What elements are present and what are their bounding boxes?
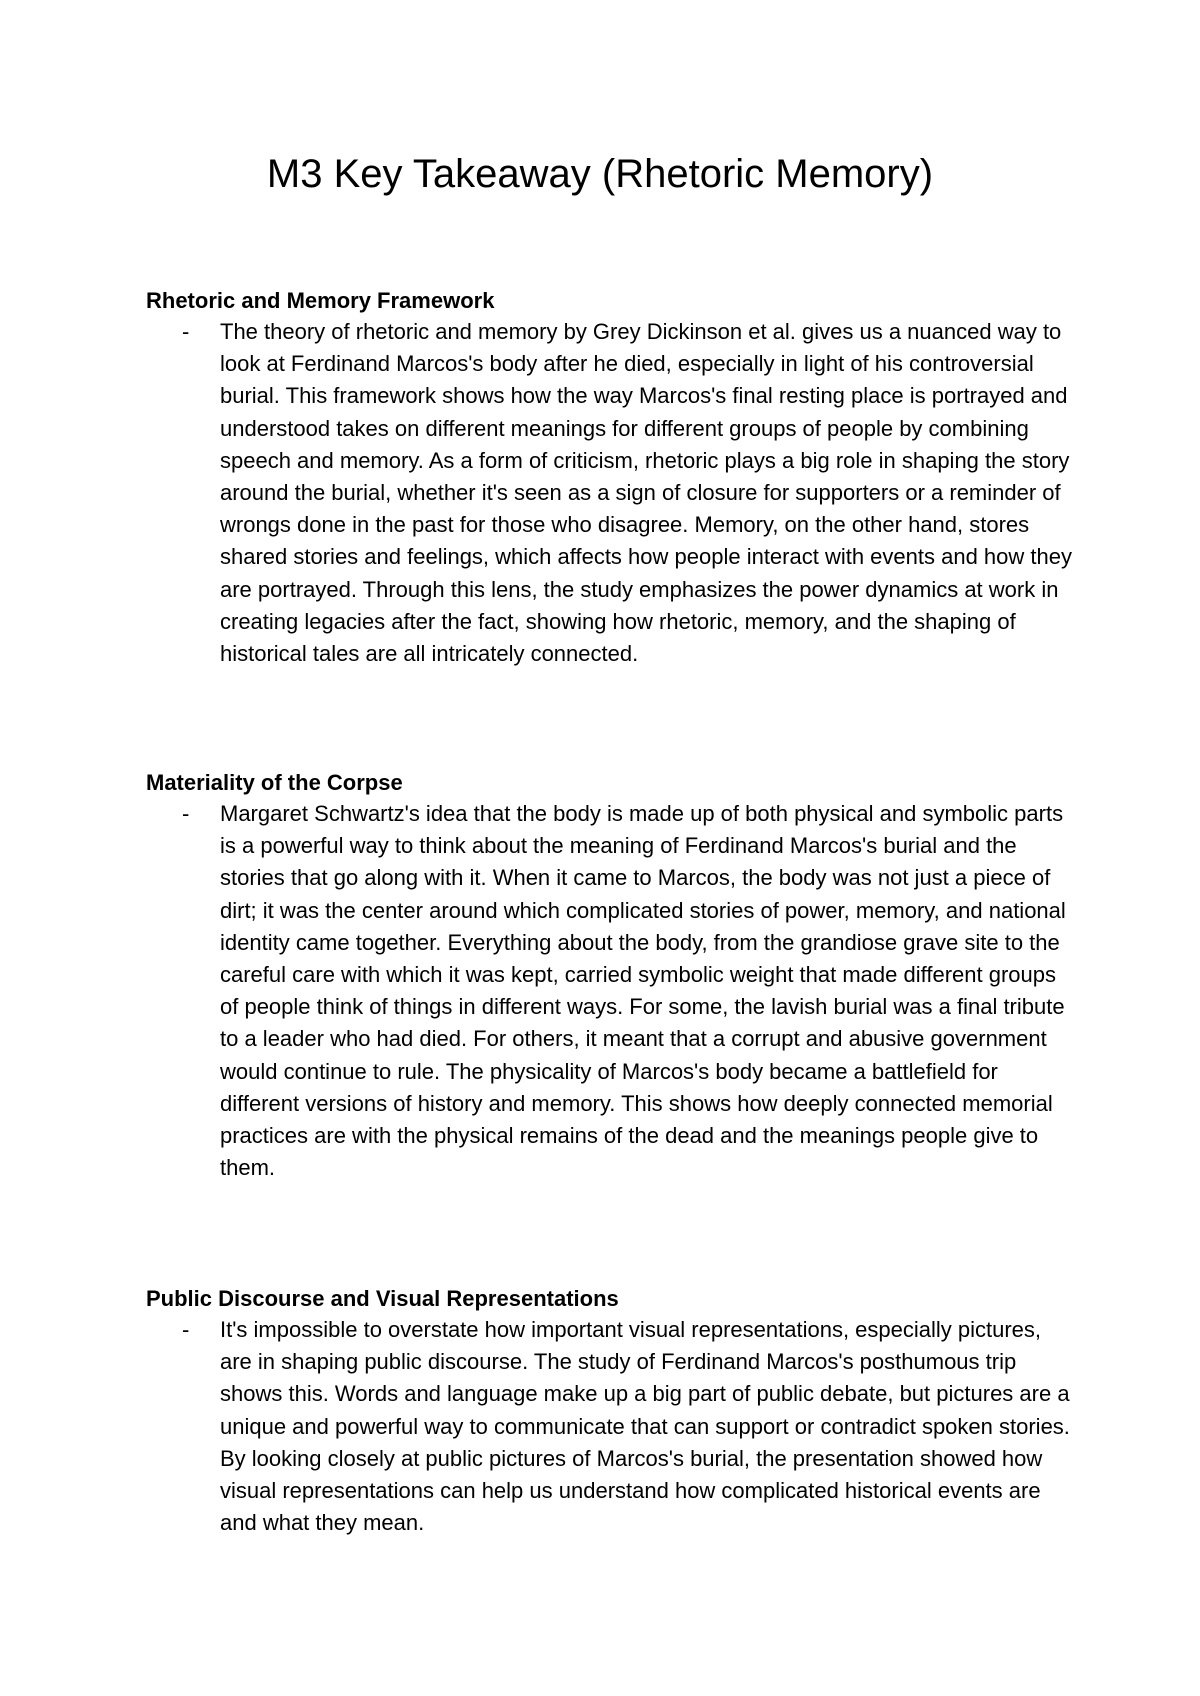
bullet-text: It's impossible to overstate how important visual representations, especially pictures, are in shaping public discourse. The study of Ferdinand Marcos's posthumous trip shows this. Words and language make up a big part of public debate, but pictures are a unique and powerful way to communicate that can support or contradict spoken stories. By looking closely at public pictures of Marcos's burial, the presentation showed how visual representations can help us understand how complicated historical events are and what they mean. [220,1317,1070,1536]
bullet-dash: - [182,319,190,344]
section-heading: Materiality of the Corpse [146,770,403,795]
document-title: M3 Key Takeaway (Rhetoric Memory) [266,152,934,196]
section-heading: Public Discourse and Visual Representations [146,1286,619,1311]
section-heading: Rhetoric and Memory Framework [146,288,495,313]
bullet-paragraph [146,316,1076,670]
section-rhetoric-memory-framework [146,286,1076,670]
section-public-discourse-visual [146,1284,1076,1539]
bullet-paragraph [146,1314,1076,1539]
section-materiality-of-corpse [146,768,1076,1184]
bullet-paragraph [146,798,1076,1184]
bullet-text: Margaret Schwartz's idea that the body is made up of both physical and symbolic parts is a powerful way to think about the meaning of Ferdinand Marcos's burial and the stories that go along with it. When it came to Marcos, the body was not just a piece of dirt; it was the center around which complicated stories of power, memory, and national identity came together. Everything about the body, from the grandiose grave site to the careful care with which it was kept, carried symbolic weight that made different groups of people think of things in different ways. For some, the lavish burial was a final tribute to a leader who had died. For others, it meant that a corrupt and abusive government would continue to rule. The physicality of Marcos's body became a battlefield for different versions of history and memory. This shows how deeply connected memorial practices are with the physical remains of the dead and the meanings people give to them. [220,801,1066,1181]
bullet-dash: - [182,801,190,826]
bullet-dash: - [182,1317,190,1342]
bullet-text: The theory of rhetoric and memory by Grey Dickinson et al. gives us a nuanced way to look at Ferdinand Marcos's body after he died, especially in light of his controversial burial. This framework shows how the way Marcos's final resting place is portrayed and understood takes on different meanings for different groups of people by combining speech and memory. As a form of criticism, rhetoric plays a big role in shaping the story around the burial, whether it's seen as a sign of closure for supporters or a reminder of wrongs done in the past for those who disagree. Memory, on the other hand, stores shared stories and feelings, which affects how people interact with events and how they are portrayed. Through this lens, the study emphasizes the power dynamics at work in creating legacies after the fact, showing how rhetoric, memory, and the shaping of historical tales are all intricately connected. [220,319,1072,667]
